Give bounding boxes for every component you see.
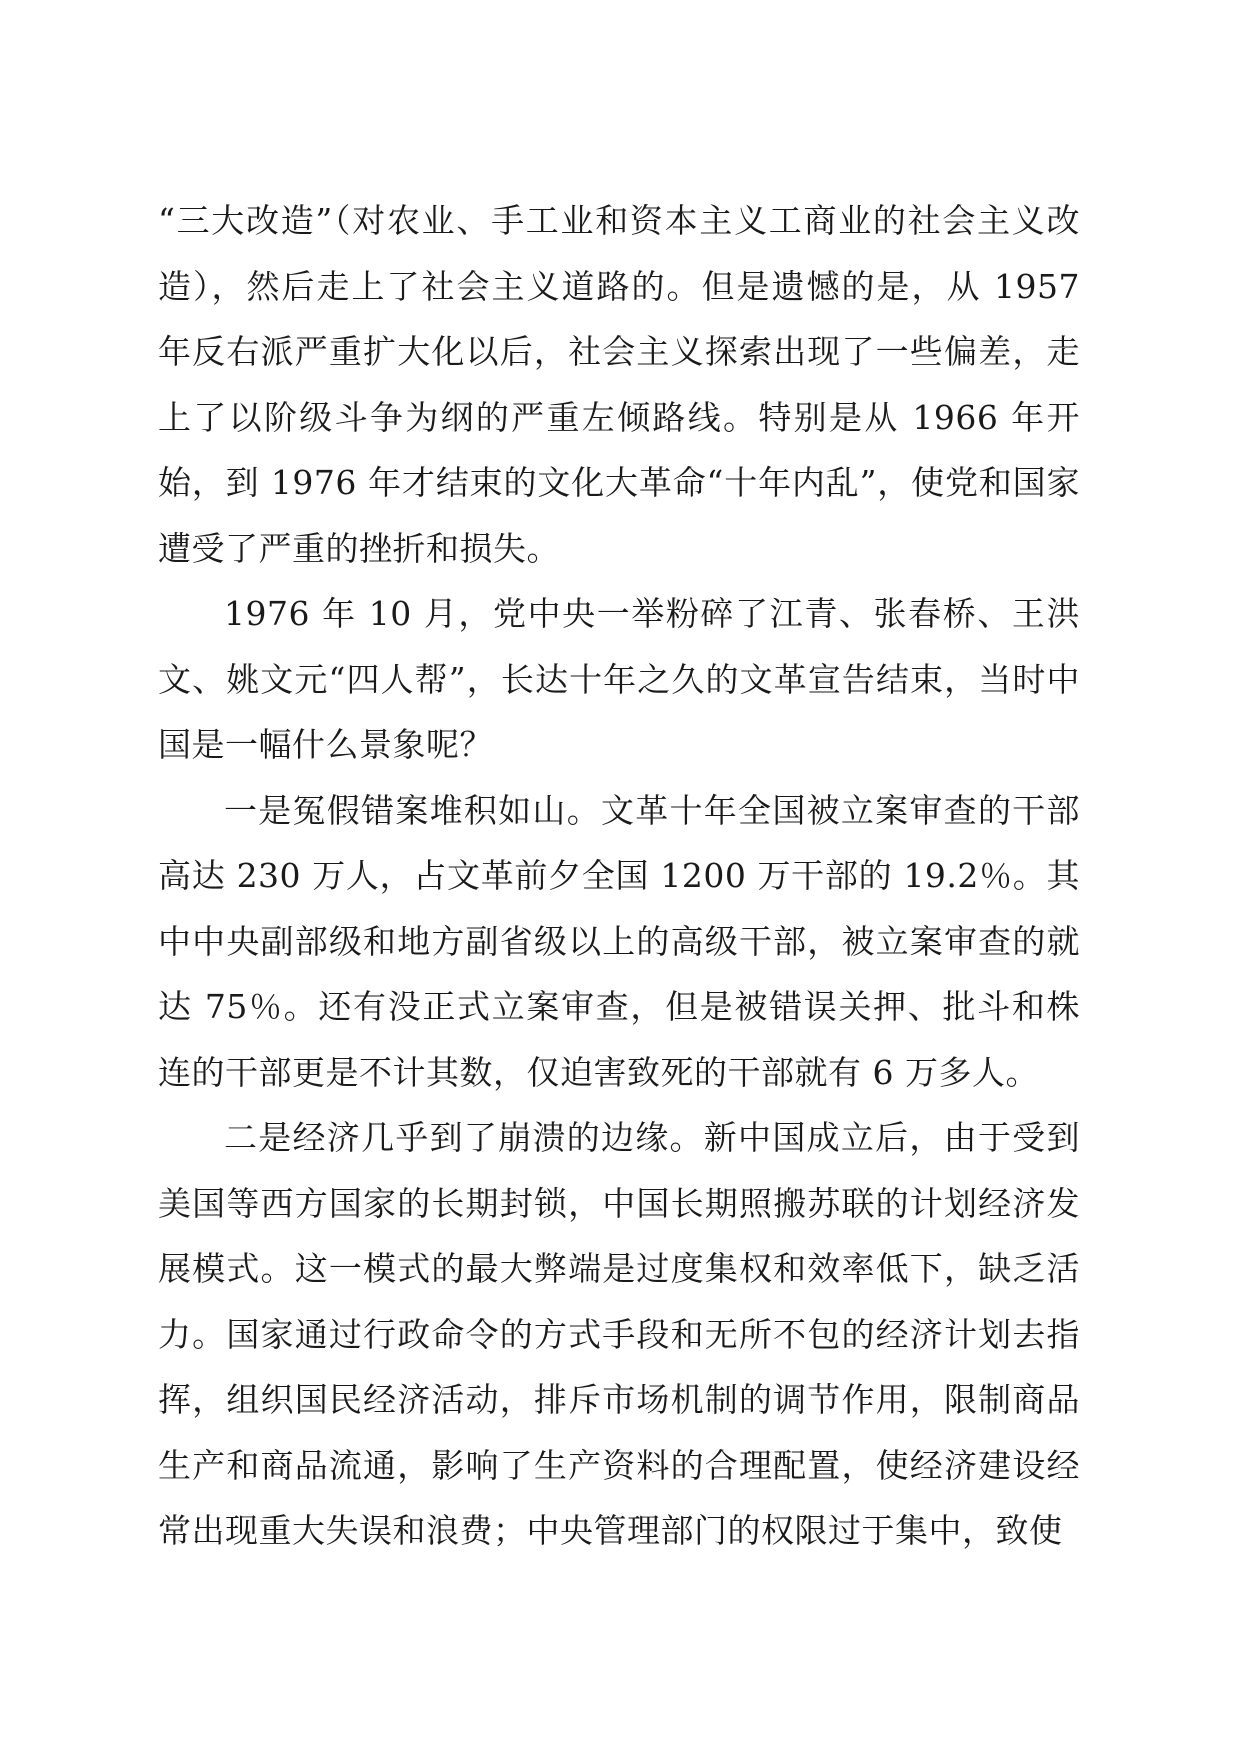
body-text [158, 188, 1080, 1564]
paragraph-3: 一是冤假错案堆积如山。文革十年全国被立案审查的干部高达 230 万人，占文革前夕全国 1200 万干部的 19.2％。其中中央副部级和地方副省级以上的高级干部，被立案审查的就达 75％。还有没正式立案审查，但是被错误关押、批斗和株连的干部更是不计其数，仅迫害致死的干部就有 6 万多人。 [158, 790, 1080, 1092]
paragraph-4: 二是经济几乎到了崩溃的边缘。新中国成立后，由于受到美国等西方国家的长期封锁，中国长期照搬苏联的计划经济发展模式。这一模式的最大弊端是过度集权和效率低下，缺乏活力。国家通过行政命令的方式手段和无所不包的经济计划去指挥，组织国民经济活动，排斥市场机制的调节作用，限制商品生产和商品流通，影响了生产资料的合理配置，使经济建设经常出现重大失误和浪费；中央管理部门的权限过于集中，致使 [158, 1118, 1080, 1550]
paragraph-2: 1976 年 10 月，党中央一举粉碎了江青、张春桥、王洪文、姚文元“四人帮”，长达十年之久的文革宣告结束，当时中国是一幅什么景象呢？ [158, 594, 1080, 764]
paragraph-1: “三大改造”（对农业、手工业和资本主义工商业的社会主义改造），然后走上了社会主义道路的。但是遗憾的是，从 1957 年反右派严重扩大化以后，社会主义探索出现了一些偏差，走上了以阶级斗争为纲的严重左倾路线。特别是从 1966 年开始，到 1976 年才结束的文化大革命“十年内乱”，使党和国家遭受了严重的挫折和损失。 [158, 201, 1080, 568]
